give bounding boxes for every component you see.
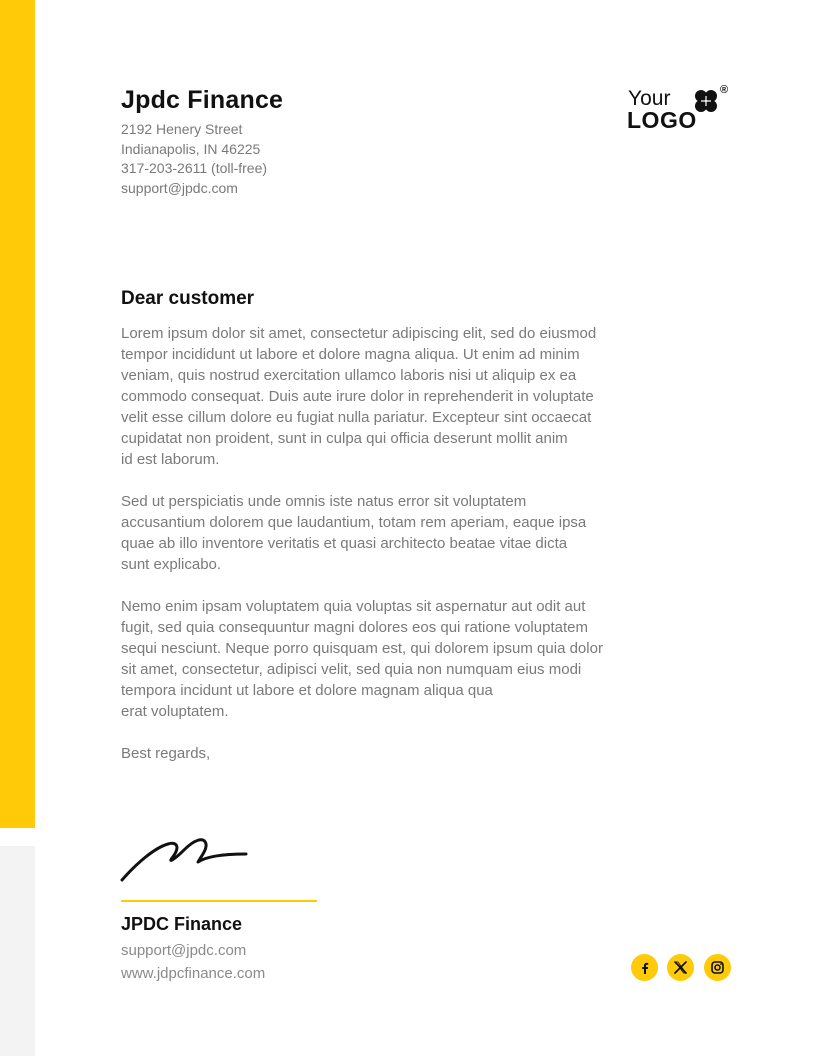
registered-mark: ® <box>720 84 729 96</box>
x-icon <box>674 961 687 974</box>
letter-greeting: Dear customer <box>121 288 255 309</box>
address-city: Indianapolis, IN 46225 <box>121 140 261 157</box>
footer-email[interactable]: support@jpdc.com <box>121 942 247 959</box>
company-logo <box>627 86 737 136</box>
body-paragraph: Nemo enim ipsam voluptatem quia voluptas sit aspernatur aut odit aut fugit, sed quia consequuntur magni dolores eos qui ratione voluptatem sequi nesciunt. Neque porro quisquam est, qui dolorem ipsum quia dolor sit amet, consectetur, adipisci velit, sed quia non numquam eius modi tempora incidunt ut labore et dolore magnam aliqua qua erat voluptatem. <box>121 598 603 720</box>
facebook-icon <box>639 962 651 974</box>
signature <box>118 830 252 886</box>
body-paragraph: Sed ut perspiciatis unde omnis iste natus error sit voluptatem accusantium dolorem que laudantium, totam rem aperiam, eaque ipsa quae ab illo inventore veritatis et quasi architecto beatae vitae dicta sunt explicabo. <box>121 493 587 573</box>
letter-body <box>121 323 681 785</box>
logo-text-logo: LOGO <box>627 107 697 133</box>
footer-website[interactable]: www.jdpcfinance.com <box>121 965 266 982</box>
instagram-icon <box>711 961 724 974</box>
facebook-button[interactable] <box>631 954 658 981</box>
body-paragraph: Lorem ipsum dolor sit amet, consectetur adipiscing elit, sed do eiusmod tempor incididunt ut labore et dolore magna aliqua. Ut enim ad minim veniam, quis nostrud exercitation ullamco laboris nisi ut aliquip ex ea commodo consequat. Duis aute irure dolor in reprehenderit in voluptate velit esse cillum dolore eu fugiat nulla pariatur. Excepteur sint occaecat cupidatat non proident, sunt in culpa qui officia deserunt mollit anim id est laborum. <box>121 325 597 468</box>
letter-closing: Best regards, <box>121 745 211 762</box>
instagram-button[interactable] <box>704 954 731 981</box>
four-leaf-logo-icon <box>694 89 718 113</box>
address-phone: 317-203-2611 (toll-free) <box>121 160 268 177</box>
logo-text-your: Your <box>628 87 671 110</box>
signature-line <box>121 900 317 902</box>
company-name: Jpdc Finance <box>121 86 284 114</box>
gray-side-stripe <box>0 846 35 1056</box>
address-email: support@jpdc.com <box>121 180 238 197</box>
footer-company-name: JPDC Finance <box>121 914 243 934</box>
x-button[interactable] <box>667 954 694 981</box>
yellow-side-stripe <box>0 0 35 828</box>
address-street: 2192 Henery Street <box>121 121 243 137</box>
company-address <box>121 120 267 199</box>
